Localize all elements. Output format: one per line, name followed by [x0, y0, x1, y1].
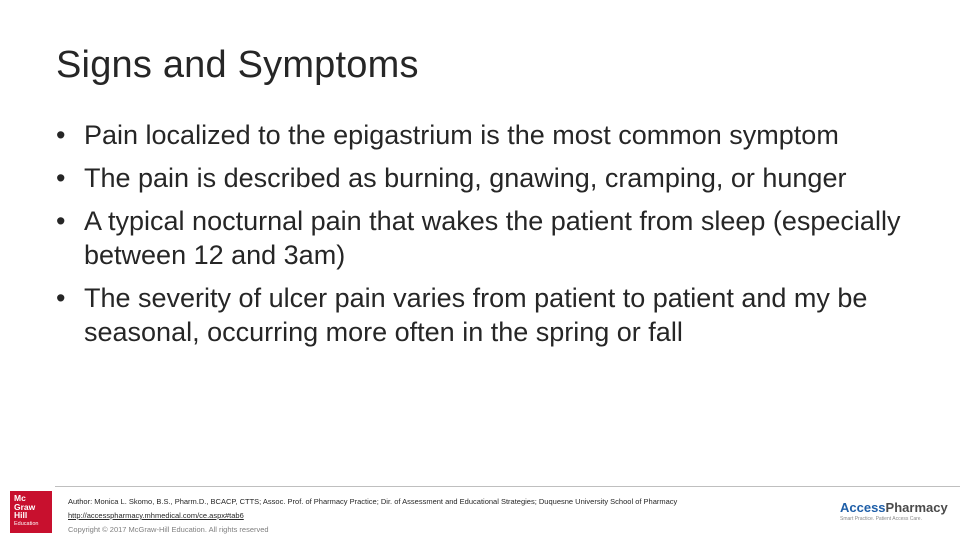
logo-line: Mc	[14, 493, 26, 503]
logo-tagline: Smart Practice. Patient Access Care.	[840, 516, 922, 522]
logo-pharmacy: Pharmacy	[885, 500, 948, 515]
access-pharmacy-wordmark	[840, 500, 950, 515]
logo-line: Education	[14, 520, 39, 527]
copyright-notice: Copyright © 2017 McGraw-Hill Education. All rights reserved	[68, 525, 269, 534]
bullet-item	[56, 161, 936, 195]
slide-footer	[0, 486, 960, 540]
bullet-marker: •	[56, 120, 66, 150]
bullet-marker: •	[56, 163, 66, 193]
bullet-marker: •	[56, 206, 66, 236]
mcgraw-hill-logo	[10, 491, 52, 533]
slide-title: Signs and Symptoms	[56, 44, 419, 86]
bullet-marker: •	[56, 283, 66, 313]
bullet-text: Pain localized to the epigastrium is the most common symptom	[84, 120, 839, 150]
bullet-list	[56, 118, 936, 358]
footer-divider	[55, 486, 960, 487]
logo-line: Graw	[14, 501, 36, 512]
bullet-item	[56, 118, 936, 152]
access-pharmacy-logo	[840, 500, 950, 530]
bullet-item	[56, 281, 936, 349]
author-credit: Author: Monica L. Skomo, B.S., Pharm.D., BCACP, CTTS; Assoc. Prof. of Pharmacy Practice; Dir. of Assessment and Educational Strategies; Duquesne University School of Pharmacy	[68, 497, 678, 506]
source-link[interactable]: http://accesspharmacy.mhmedical.com/ce.aspx#tab6	[68, 511, 244, 520]
logo-line: Hill	[14, 510, 28, 520]
bullet-text: The pain is described as burning, gnawing, cramping, or hunger	[84, 163, 847, 193]
bullet-text: The severity of ulcer pain varies from patient to patient and my be seasonal, occurring more often in the spring or fall	[84, 283, 868, 347]
bullet-item	[56, 204, 936, 272]
bullet-text: A typical nocturnal pain that wakes the patient from sleep (especially between 12 and 3am)	[84, 206, 901, 270]
logo-access: Access	[840, 500, 886, 515]
